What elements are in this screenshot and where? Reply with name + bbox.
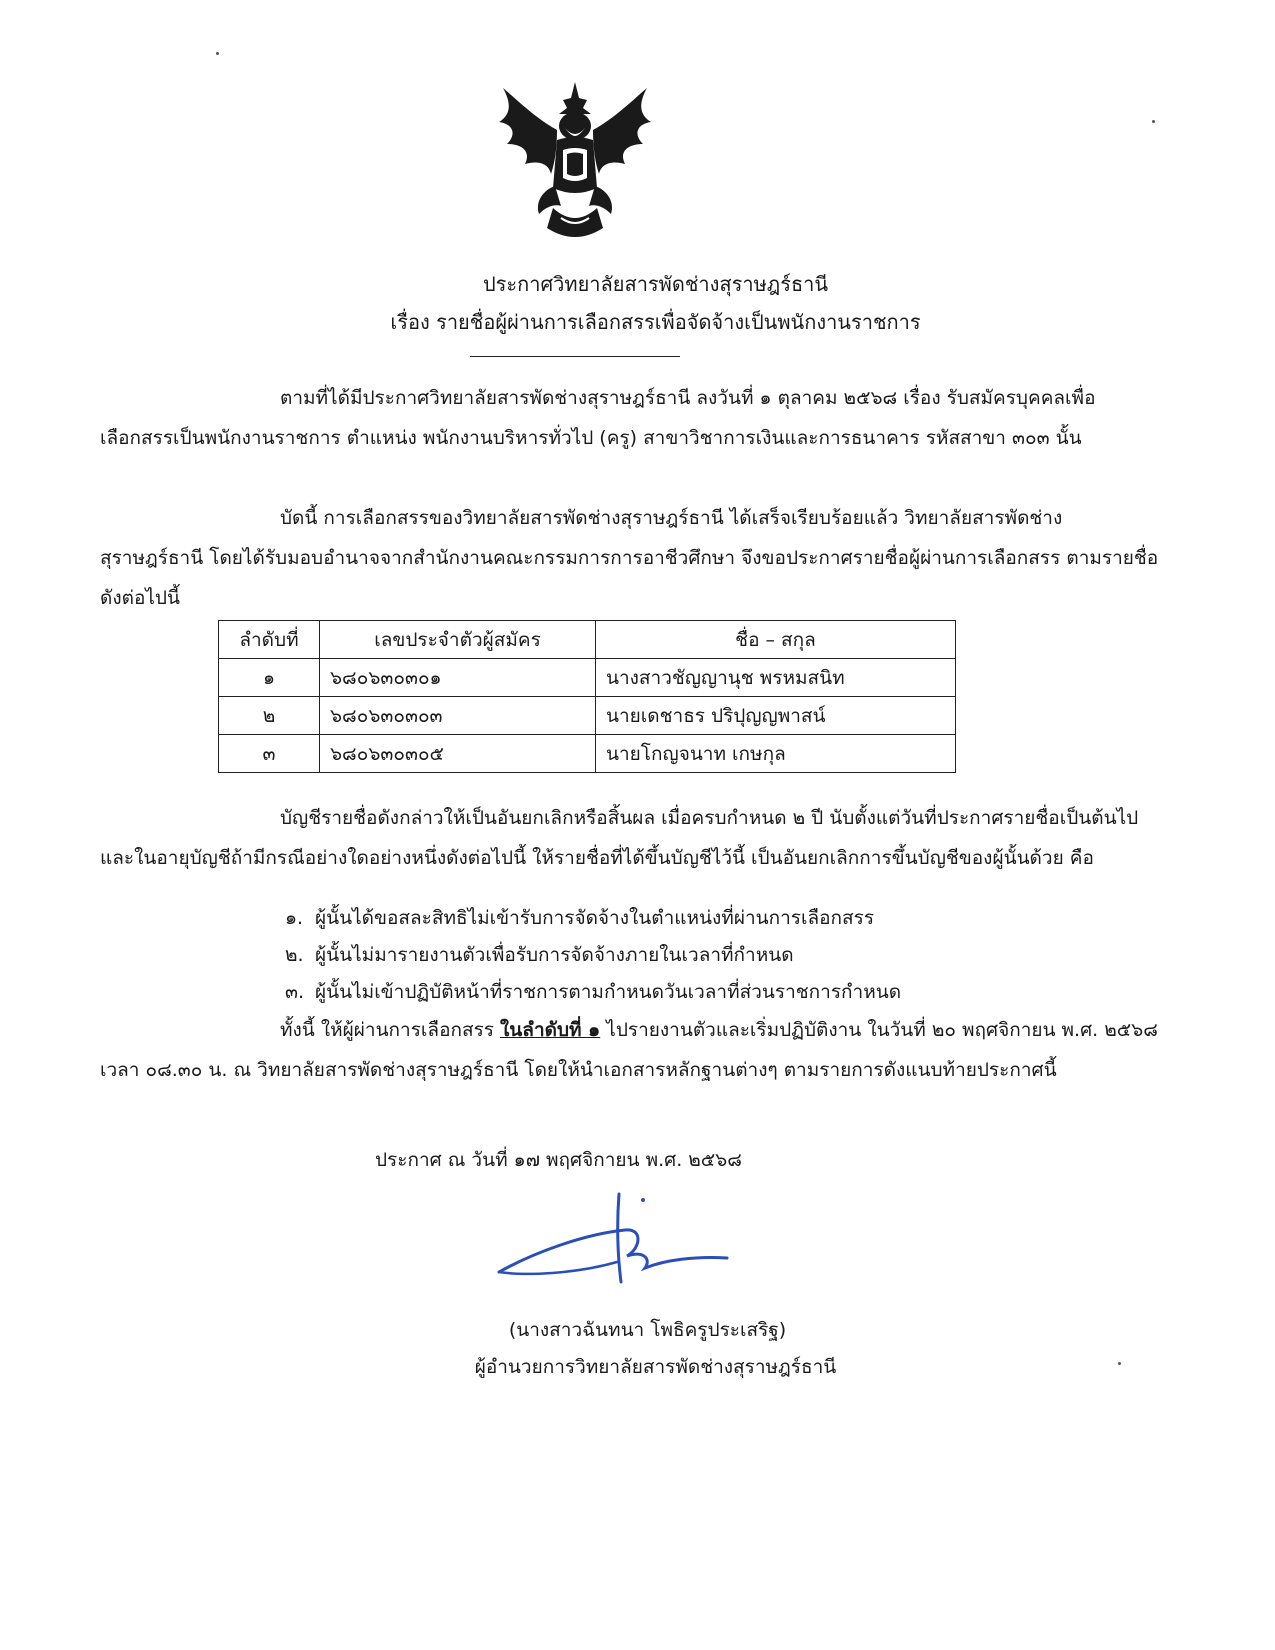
paragraph-text-rest: ไปรายงานตัวและเริ่มปฏิบัติงาน ในวันที่ ๒๐ พฤศจิกายน พ.ศ. ๒๕๖๘ เวลา ๐๘.๓๐ น. ณ วิทยาลัยสารพัดช่างสุราษฎร์ธานี โดยให้นำเอกสารหลักฐานต่างๆ ตามรายการดังแนบท้ายประกาศนี้ [100,1019,1158,1081]
announcement-title: ประกาศวิทยาลัยสารพัดช่างสุราษฎร์ธานี [482,272,829,296]
cell-order: ๒ [219,697,320,735]
cell-full-name: นายโกญจนาท เกษกุล [596,735,956,773]
list-item [285,937,1165,974]
result-paragraph [100,498,1160,618]
list-item [285,974,1165,1011]
column-header-full-name: ชื่อ – สกุล [596,621,956,659]
paragraph-text: ตามที่ได้มีประกาศวิทยาลัยสารพัดช่างสุราษฎร์ธานี ลงวันที่ ๑ ตุลาคม ๒๕๖๘ เรื่อง รับสมัครบุคคลเพื่อเลือกสรรเป็นพนักงานราชการ ตำแหน่ง พนักงานบริหารทั่วไป (ครู) สาขาวิชาการเงินและการธนาคาร รหัสสาขา ๓๐๓ นั้น [100,387,1096,449]
list-item-number: ๑. [285,907,304,929]
signer-title: ผู้อำนวยการวิทยาลัยสารพัดช่างสุราษฎร์ธานี [474,1356,837,1378]
cell-order: ๓ [219,735,320,773]
table-row [219,659,956,697]
handwritten-signature [495,1190,760,1300]
garuda-emblem-icon [495,78,655,243]
reporting-paragraph [100,1010,1160,1090]
cell-order: ๑ [219,659,320,697]
cell-applicant-id: ๖๘๐๖๓๐๓๐๕ [320,735,596,773]
table-row [219,697,956,735]
list-item-number: ๓. [285,981,305,1003]
cell-full-name: นางสาวชัญญานุช พรหมสนิท [596,659,956,697]
cancellation-conditions-list [285,900,1165,1011]
list-item-text: ผู้นั้นได้ขอสละสิทธิไม่เข้ารับการจัดจ้างในตำแหน่งที่ผ่านการเลือกสรร [315,907,875,929]
list-item-text: ผู้นั้นไม่มารายงานตัวเพื่อรับการจัดจ้างภายในเวลาที่กำหนด [315,944,794,966]
list-item [285,900,1165,937]
column-header-order: ลำดับที่ [219,621,320,659]
scan-speck [1152,120,1155,123]
announcement-date: ประกาศ ณ วันที่ ๑๗ พฤศจิกายน พ.ศ. ๒๕๖๘ [375,1149,742,1171]
candidates-table [218,620,956,773]
table-header-row [219,621,956,659]
emphasized-rank: ในลำดับที่ ๑ [500,1019,601,1041]
signer-name: (นางสาวฉันทนา โพธิครูประเสริฐ) [508,1319,787,1341]
cell-applicant-id: ๖๘๐๖๓๐๓๐๓ [320,697,596,735]
validity-paragraph [100,798,1160,878]
cell-full-name: นายเดชาธร ปริปุญญพาสน์ [596,697,956,735]
column-header-applicant-id: เลขประจำตัวผู้สมัคร [320,621,596,659]
announcement-subject: เรื่อง รายชื่อผู้ผ่านการเลือกสรรเพื่อจัดจ้างเป็นพนักงานราชการ [390,310,921,334]
paragraph-text: บัดนี้ การเลือกสรรของวิทยาลัยสารพัดช่างสุราษฎร์ธานี ได้เสร็จเรียบร้อยแล้ว วิทยาลัยสารพัดช่างสุราษฎร์ธานี โดยได้รับมอบอำนาจจากสำนักงานคณะกรรมการการอาชีวศึกษา จึงขอประกาศรายชื่อผู้ผ่านการเลือกสรร ตามรายชื่อดังต่อไปนี้ [100,507,1159,609]
table-row [219,735,956,773]
title-divider [470,356,680,357]
scan-speck [1118,1362,1121,1365]
cell-applicant-id: ๖๘๐๖๓๐๓๐๑ [320,659,596,697]
list-item-number: ๒. [285,944,304,966]
scan-speck [216,52,219,55]
paragraph-text-lead: ทั้งนี้ ให้ผู้ผ่านการเลือกสรร [280,1019,501,1041]
paragraph-text: บัญชีรายชื่อดังกล่าวให้เป็นอันยกเลิกหรือสิ้นผล เมื่อครบกำหนด ๒ ปี นับตั้งแต่วันที่ประกาศรายชื่อเป็นต้นไป และในอายุบัญชีถ้ามีกรณีอย่างใดอย่างหนึ่งดังต่อไปนี้ ให้รายชื่อที่ได้ขึ้นบัญชีไว้นี้ เป็นอันยกเลิกการขึ้นบัญชีของผู้นั้นด้วย คือ [100,807,1139,869]
list-item-text: ผู้นั้นไม่เข้าปฏิบัติหน้าที่ราชการตามกำหนดวันเวลาที่ส่วนราชการกำหนด [315,981,902,1003]
intro-paragraph [100,378,1160,458]
paragraph-text [100,1010,1160,1090]
